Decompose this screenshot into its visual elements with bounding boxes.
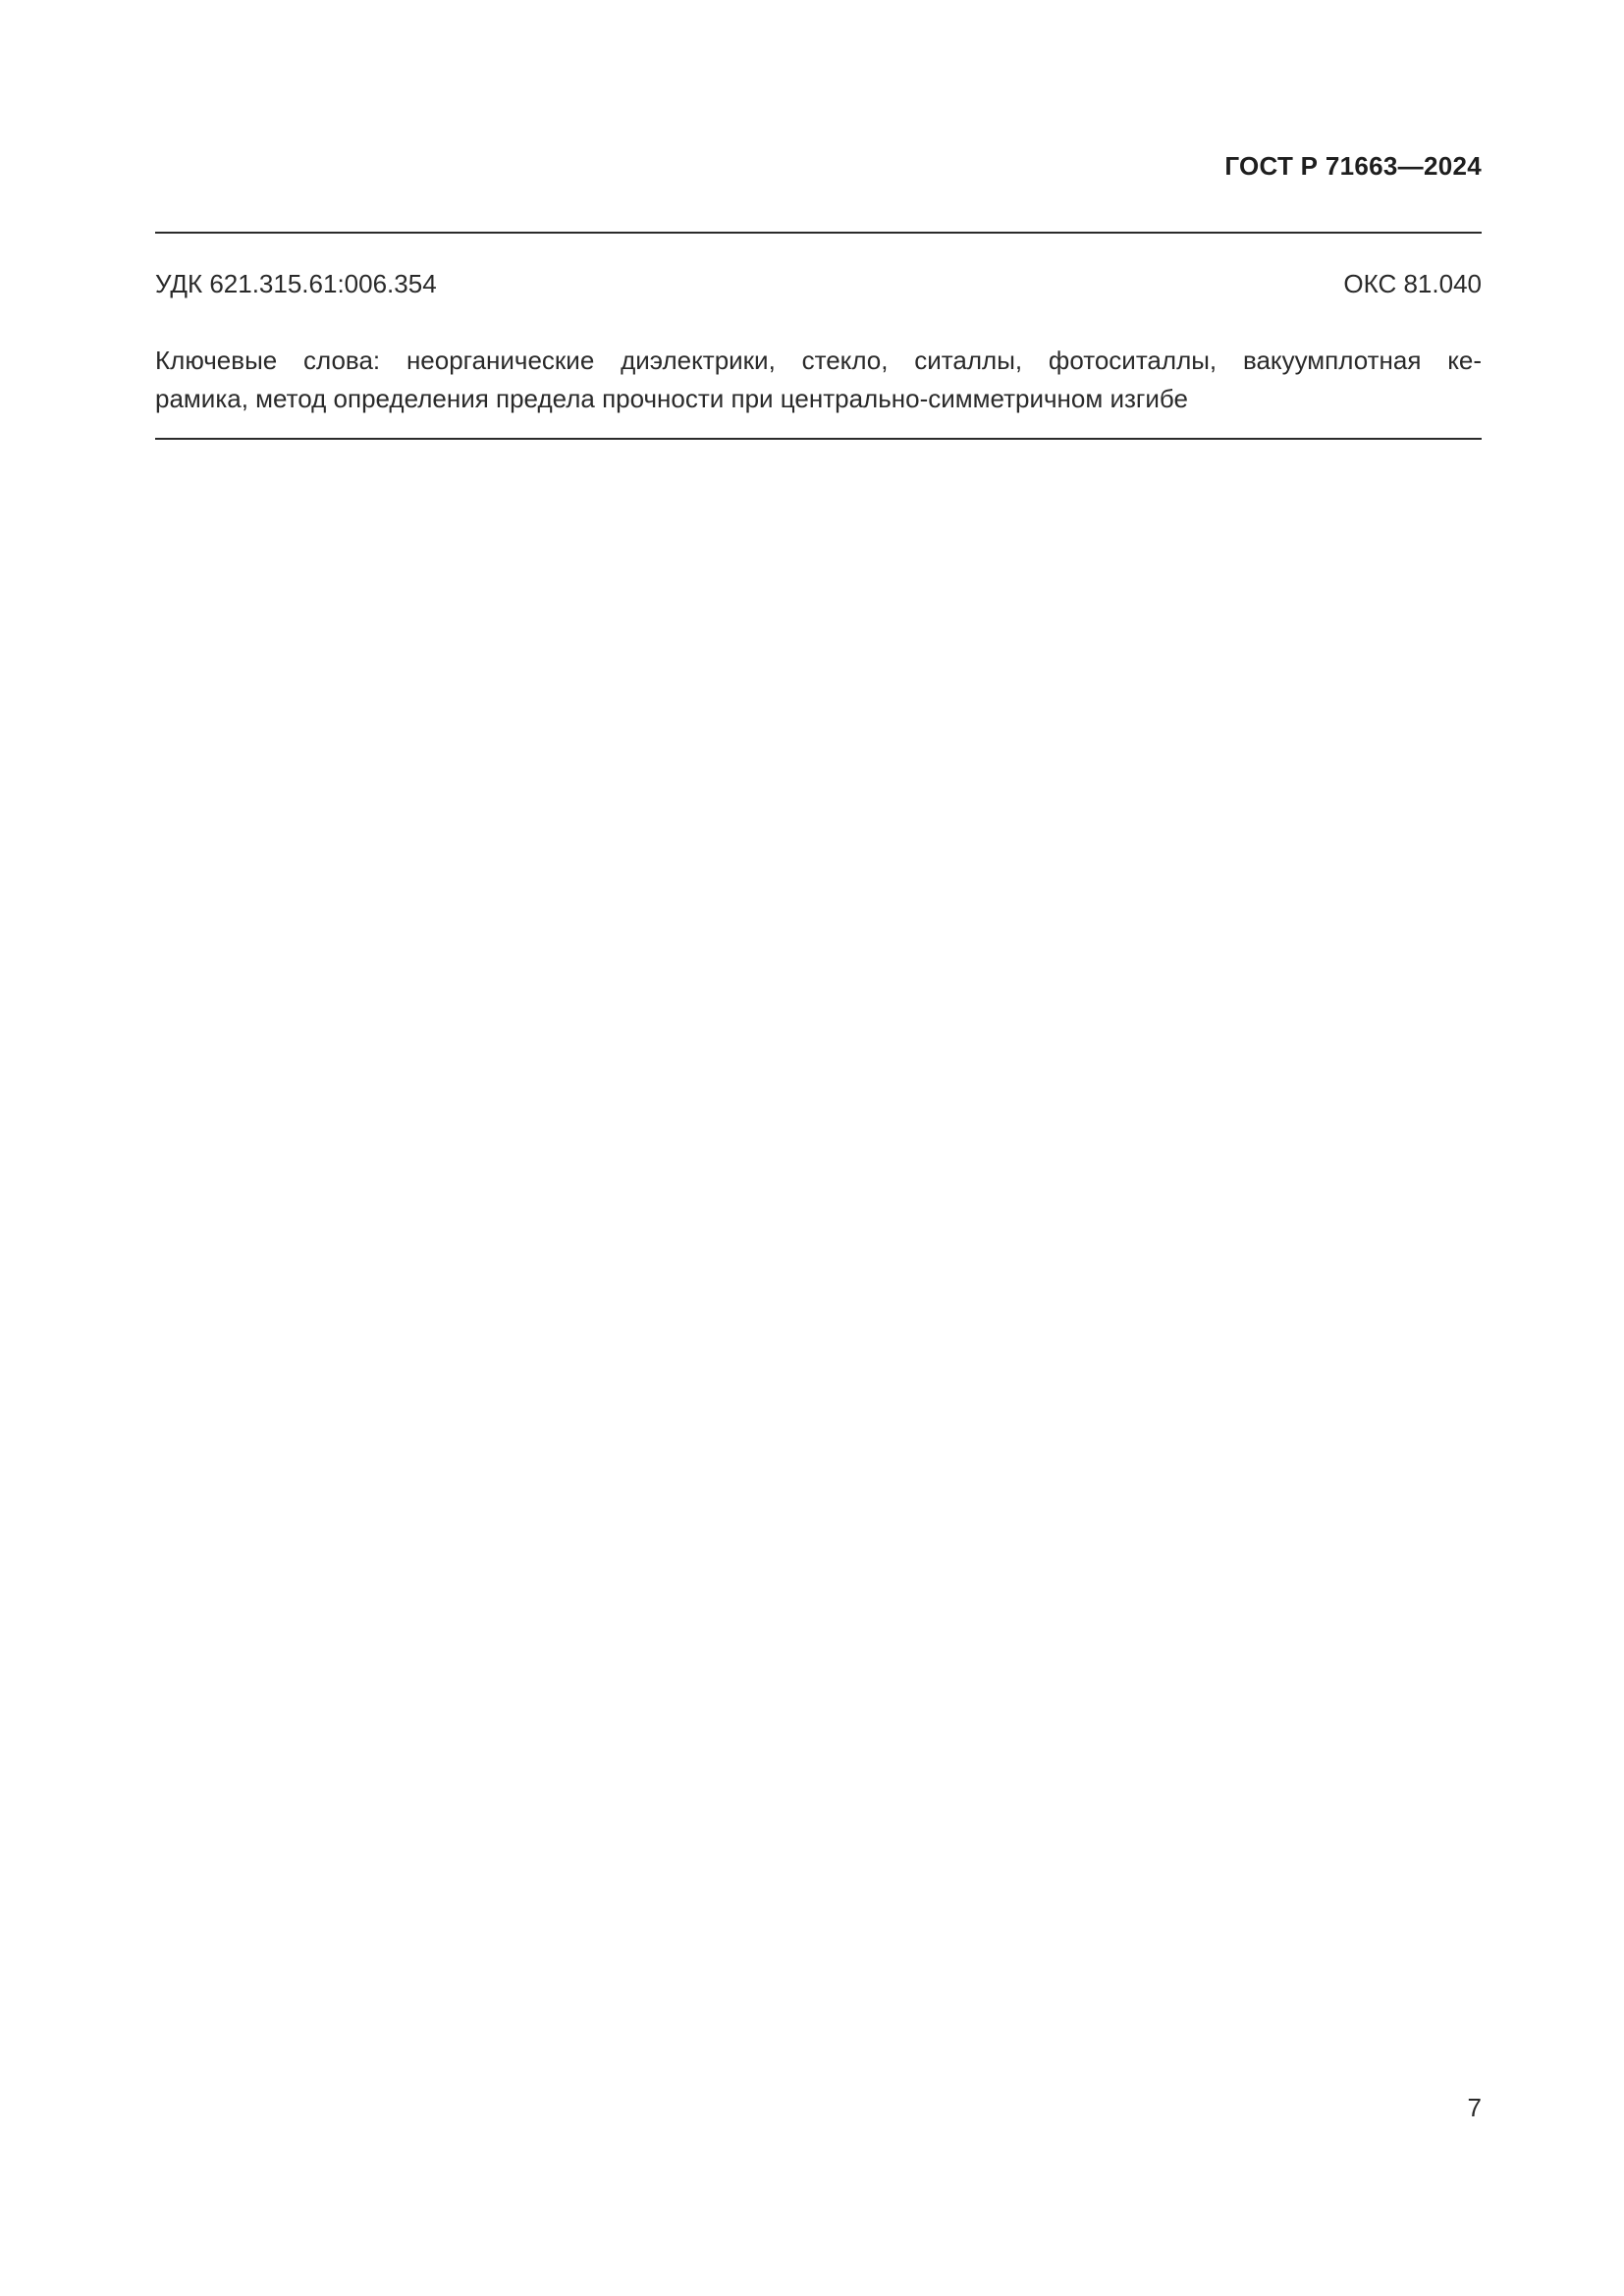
page-number: 7 (1467, 2093, 1482, 2122)
udc-code: УДК 621.315.61:006.354 (155, 269, 437, 298)
top-divider (155, 232, 1482, 234)
standard-code-header: ГОСТ Р 71663—2024 (1224, 151, 1482, 181)
bottom-divider (155, 438, 1482, 440)
classification-row (155, 269, 1482, 300)
keywords-line-1: Ключевые слова: неорганические диэлектрики, стекло, ситаллы, фотоситаллы, вакуумплотная ке- (155, 346, 1482, 375)
keywords-block (155, 342, 1482, 418)
oks-code: ОКС 81.040 (1343, 269, 1482, 298)
keywords-line-2: рамика, метод определения предела прочности при центрально-симметричном изгибе (155, 384, 1188, 413)
